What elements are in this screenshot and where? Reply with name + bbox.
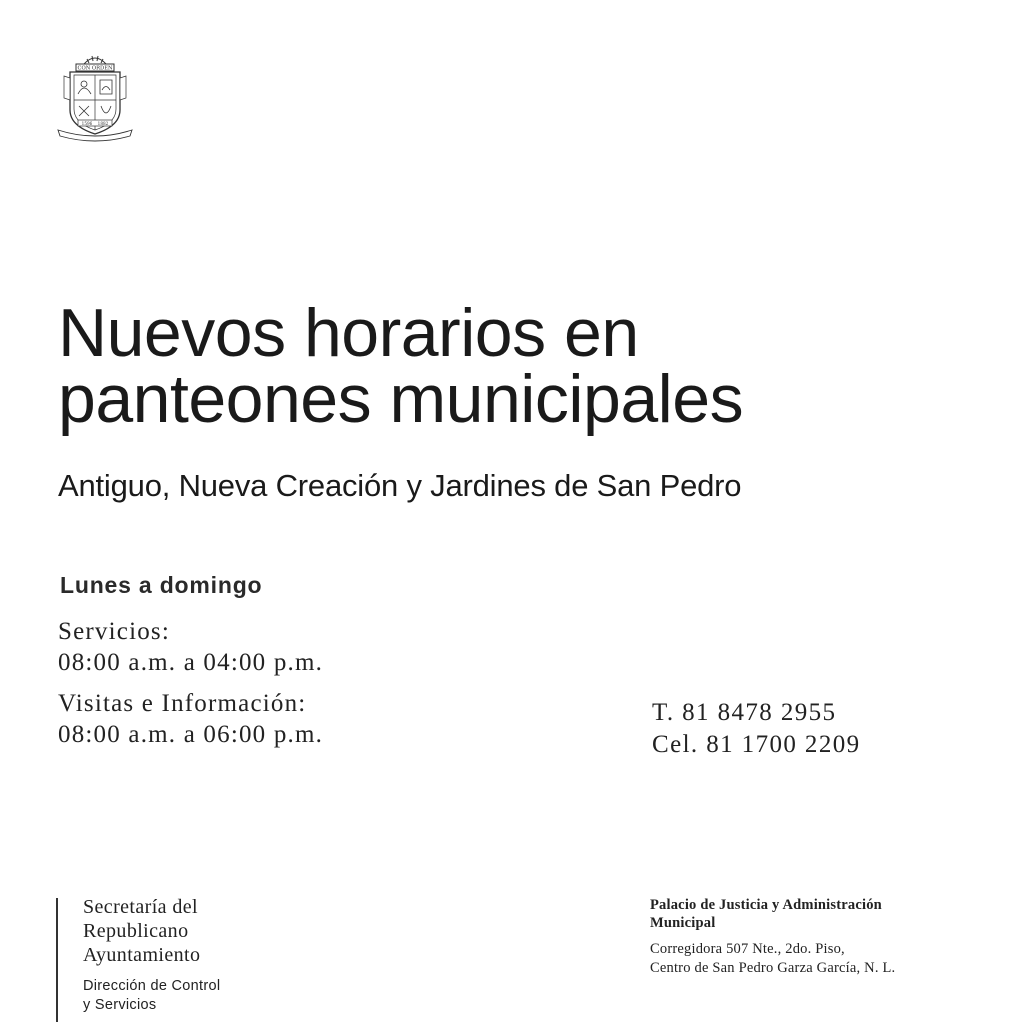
- svg-text:1596: 1596: [81, 121, 93, 126]
- municipal-seal-logo: [56, 50, 134, 146]
- department-line-2: Republicano: [83, 920, 189, 942]
- address-title-line-2: Municipal: [650, 915, 716, 931]
- title-line-1: Nuevos horarios en: [58, 295, 639, 371]
- cell-number: Cel. 81 1700 2209: [652, 731, 861, 758]
- phone-number: T. 81 8478 2955: [652, 699, 837, 726]
- title-line-2: panteones municipales: [58, 361, 744, 437]
- cemeteries-subtitle: Antiguo, Nueva Creación y Jardines de San Pedro: [58, 468, 742, 503]
- department-name: [83, 895, 200, 967]
- department-divider: [56, 898, 58, 1022]
- sub-department-line-2: y Servicios: [83, 997, 157, 1013]
- address-line-2: Centro de San Pedro Garza García, N. L.: [650, 960, 896, 976]
- contact-phones: [652, 697, 861, 761]
- seal-emblem-icon: [56, 50, 134, 146]
- services-hours: 08:00 a.m. a 04:00 p.m.: [58, 649, 324, 676]
- services-label: Servicios:: [58, 618, 170, 645]
- sub-department-line-1: Dirección de Control: [83, 978, 221, 994]
- address-line-1: Corregidora 507 Nte., 2do. Piso,: [650, 941, 845, 957]
- department-line-1: Secretaría del: [83, 896, 198, 918]
- days-heading: Lunes a domingo: [60, 572, 263, 598]
- visits-schedule: [58, 688, 323, 750]
- sub-department-name: [83, 977, 220, 1015]
- svg-text:CON ORDEN: CON ORDEN: [77, 65, 113, 72]
- page-title: [58, 295, 744, 437]
- address-title: [650, 896, 895, 932]
- services-schedule: [58, 616, 323, 678]
- visits-hours: 08:00 a.m. a 06:00 p.m.: [58, 721, 324, 748]
- svg-text:1882: 1882: [97, 121, 109, 126]
- office-address: [650, 896, 895, 978]
- address-title-line-1: Palacio de Justicia y Administración: [650, 897, 882, 913]
- visits-label: Visitas e Información:: [58, 690, 307, 717]
- department-line-3: Ayuntamiento: [83, 944, 201, 966]
- address-lines: [650, 940, 895, 978]
